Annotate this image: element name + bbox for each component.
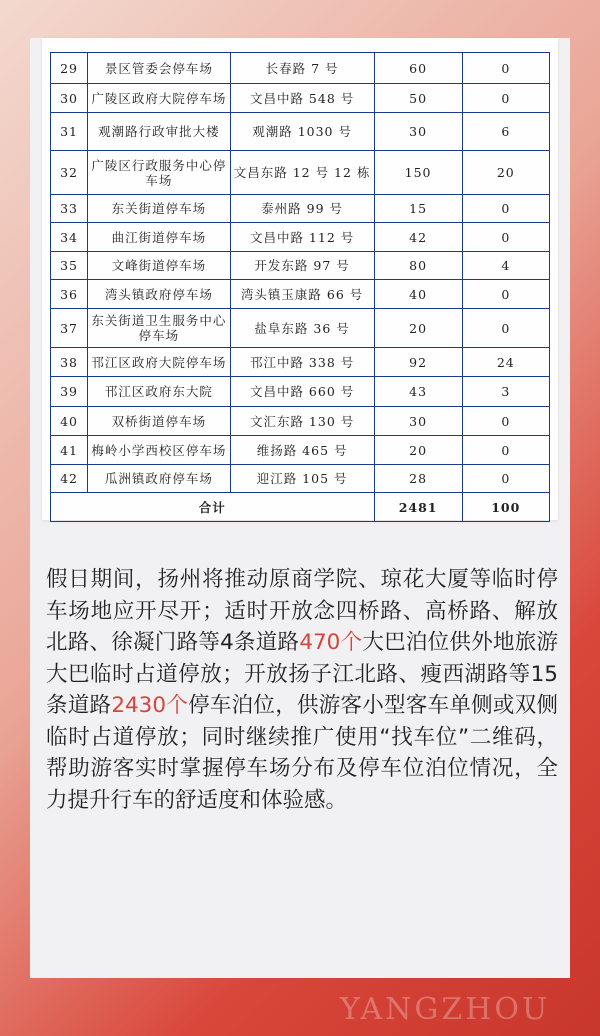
table-row: [51, 223, 550, 252]
lot-address-cell: 泰州路 99 号: [230, 195, 374, 223]
lot-address-cell: 长春路 7 号: [230, 53, 374, 84]
space-count-cell: 30: [374, 113, 462, 151]
table-row: [51, 465, 550, 493]
lot-name-cell: 东关街道卫生服务中心停车场: [88, 309, 231, 348]
lot-address-cell: 文汇东路 130 号: [230, 407, 374, 436]
new-space-count-cell: 0: [462, 407, 549, 436]
row-number-cell: 34: [51, 223, 88, 252]
lot-address-cell: 文昌中路 660 号: [230, 377, 374, 407]
paragraph-text-1: 假日期间，扬州将推动原商学院、琼花大厦等临时停车场地应开尽开；适时开放念四桥路、高桥路、解放北路、徐凝门路等4条道路: [46, 567, 558, 655]
lot-address-cell: 维扬路 465 号: [230, 436, 374, 465]
space-count-cell: 30: [374, 407, 462, 436]
paragraph-text-2: 大巴泊位供外地旅游大巴临时占道停放；开放扬子江北路、瘦西湖路等15条道路: [46, 630, 558, 718]
new-space-count-cell: 3: [462, 377, 549, 407]
lot-name-cell: 景区管委会停车场: [88, 53, 231, 84]
highlight-car-spaces: 2430个: [111, 693, 189, 718]
table-row: [51, 53, 550, 84]
row-number-cell: 37: [51, 309, 88, 348]
parking-table-document: [42, 38, 558, 520]
table-row: [51, 309, 550, 348]
lot-name-cell: 曲江街道停车场: [88, 223, 231, 252]
total-label-cell: 合计: [51, 493, 375, 522]
space-count-cell: 28: [374, 465, 462, 493]
lot-name-cell: 瓜洲镇政府停车场: [88, 465, 231, 493]
space-count-cell: 50: [374, 84, 462, 113]
new-space-count-cell: 0: [462, 53, 549, 84]
new-space-count-cell: 24: [462, 348, 549, 377]
row-number-cell: 40: [51, 407, 88, 436]
table-total-row: [51, 493, 550, 522]
table-row: [51, 113, 550, 151]
table-row: [51, 436, 550, 465]
lot-name-cell: 湾头镇政府停车场: [88, 280, 231, 309]
row-number-cell: 41: [51, 436, 88, 465]
space-count-cell: 92: [374, 348, 462, 377]
table-row: [51, 280, 550, 309]
row-number-cell: 33: [51, 195, 88, 223]
space-count-cell: 60: [374, 53, 462, 84]
table-row: [51, 377, 550, 407]
new-space-count-cell: 0: [462, 465, 549, 493]
new-space-count-cell: 0: [462, 280, 549, 309]
space-count-cell: 20: [374, 309, 462, 348]
lot-address-cell: 开发东路 97 号: [230, 252, 374, 280]
space-count-cell: 40: [374, 280, 462, 309]
new-space-count-cell: 20: [462, 151, 549, 195]
row-number-cell: 36: [51, 280, 88, 309]
row-number-cell: 31: [51, 113, 88, 151]
new-space-count-cell: 0: [462, 84, 549, 113]
new-space-count-cell: 0: [462, 195, 549, 223]
lot-address-cell: 湾头镇玉康路 66 号: [230, 280, 374, 309]
lot-name-cell: 文峰街道停车场: [88, 252, 231, 280]
lot-name-cell: 广陵区行政服务中心停车场: [88, 151, 231, 195]
table-row: [51, 151, 550, 195]
space-count-cell: 42: [374, 223, 462, 252]
parking-lot-table: [50, 52, 550, 522]
lot-name-cell: 观潮路行政审批大楼: [88, 113, 231, 151]
total-new-cell: 100: [462, 493, 549, 522]
space-count-cell: 20: [374, 436, 462, 465]
row-number-cell: 42: [51, 465, 88, 493]
table-row: [51, 252, 550, 280]
table-row: [51, 348, 550, 377]
paragraph-text-3: 停车泊位，供游客小型客车单侧或双侧临时占道停放；同时继续推广使用“找车位”二维码，帮助游客实时掌握停车场分布及停车位泊位情况，全力提升行车的舒适度和体验感。: [46, 693, 558, 813]
lot-name-cell: 梅岭小学西校区停车场: [88, 436, 231, 465]
space-count-cell: 80: [374, 252, 462, 280]
lot-name-cell: 东关街道停车场: [88, 195, 231, 223]
space-count-cell: 150: [374, 151, 462, 195]
space-count-cell: 43: [374, 377, 462, 407]
table-row: [51, 195, 550, 223]
total-spaces-cell: 2481: [374, 493, 462, 522]
table-row: [51, 407, 550, 436]
row-number-cell: 38: [51, 348, 88, 377]
row-number-cell: 30: [51, 84, 88, 113]
content-panel: [30, 38, 570, 978]
row-number-cell: 39: [51, 377, 88, 407]
highlight-bus-spaces: 470个: [299, 630, 363, 655]
lot-address-cell: 文昌中路 112 号: [230, 223, 374, 252]
lot-name-cell: 邗江区政府大院停车场: [88, 348, 231, 377]
new-space-count-cell: 6: [462, 113, 549, 151]
row-number-cell: 29: [51, 53, 88, 84]
new-space-count-cell: 0: [462, 309, 549, 348]
new-space-count-cell: 4: [462, 252, 549, 280]
yangzhou-watermark: YANGZHOU: [340, 992, 551, 1027]
new-space-count-cell: 0: [462, 436, 549, 465]
lot-name-cell: 邗江区政府东大院: [88, 377, 231, 407]
lot-address-cell: 文昌东路 12 号 12 栋: [230, 151, 374, 195]
lot-name-cell: 广陵区政府大院停车场: [88, 84, 231, 113]
row-number-cell: 32: [51, 151, 88, 195]
row-number-cell: 35: [51, 252, 88, 280]
lot-name-cell: 双桥街道停车场: [88, 407, 231, 436]
space-count-cell: 15: [374, 195, 462, 223]
lot-address-cell: 盐阜东路 36 号: [230, 309, 374, 348]
table-row: [51, 84, 550, 113]
lot-address-cell: 文昌中路 548 号: [230, 84, 374, 113]
article-paragraph: [46, 564, 558, 816]
new-space-count-cell: 0: [462, 223, 549, 252]
lot-address-cell: 观潮路 1030 号: [230, 113, 374, 151]
lot-address-cell: 邗江中路 338 号: [230, 348, 374, 377]
lot-address-cell: 迎江路 105 号: [230, 465, 374, 493]
